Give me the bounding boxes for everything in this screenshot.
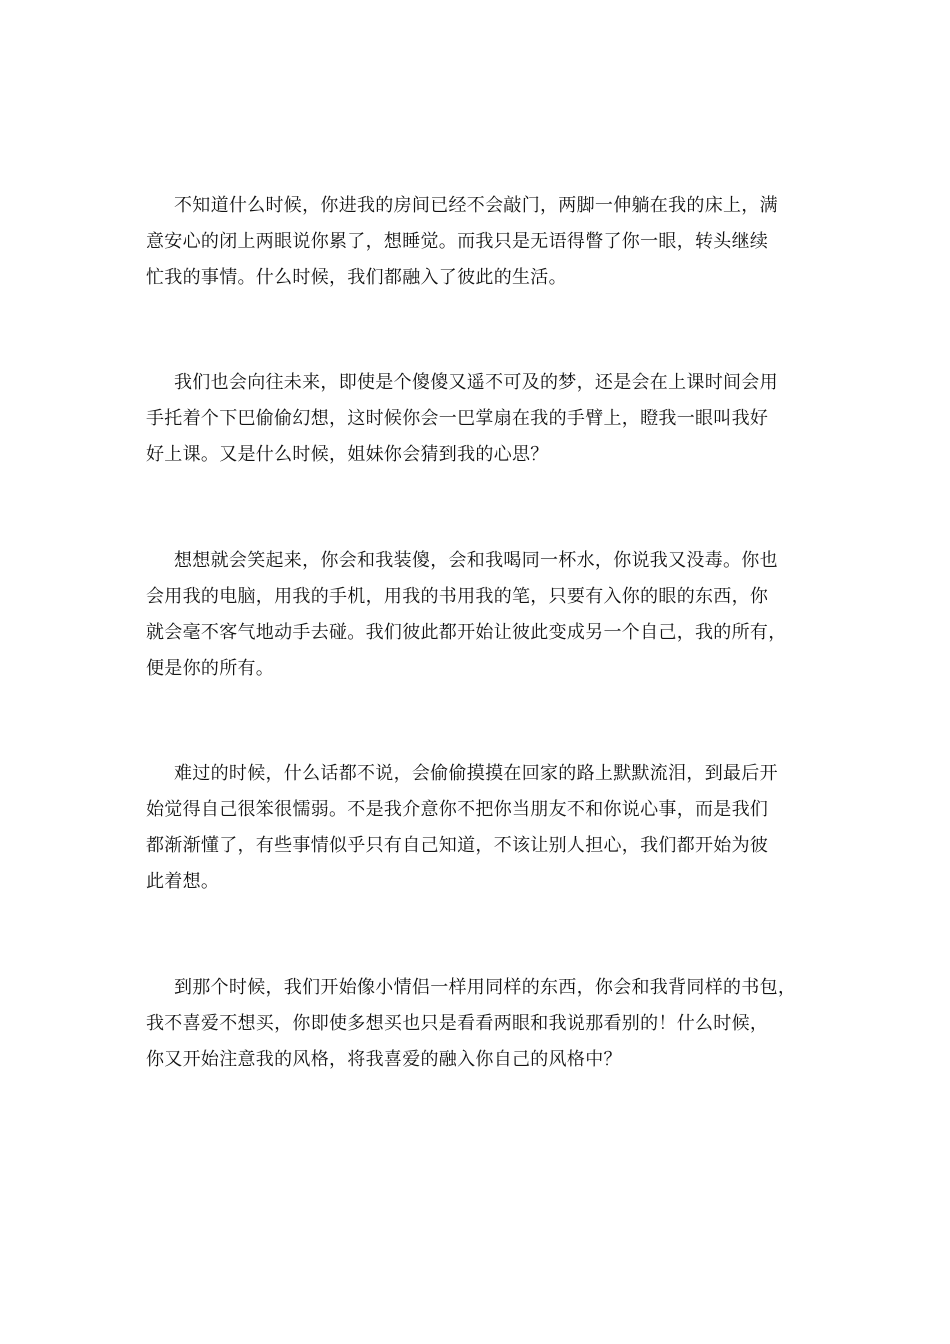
paragraph-line: 你又开始注意我的风格，将我喜爱的融入你自己的风格中？: [146, 1049, 622, 1070]
paragraph-4: [146, 756, 816, 900]
paragraph-line: 想想就会笑起来，你会和我装傻，会和我喝同一杯水，你说我又没毒。你也: [174, 550, 778, 571]
paragraph-line: 会用我的电脑，用我的手机，用我的书用我的笔，只要有入你的眼的东西，你: [146, 586, 769, 607]
paragraph-line: 意安心的闭上两眼说你累了，想睡觉。而我只是无语得瞥了你一眼，转头继续: [146, 231, 769, 252]
paragraph-line: 到那个时候，我们开始像小情侣一样用同样的东西，你会和我背同样的书包，: [174, 977, 797, 998]
paragraph-line: 我不喜爱不想买，你即使多想买也只是看看两眼和我说那看别的！什么时候，: [146, 1013, 769, 1034]
paragraph-line: 忙我的事情。什么时候，我们都融入了彼此的生活。: [146, 267, 567, 288]
paragraph-line: 不知道什么时候，你进我的房间已经不会敲门，两脚一伸躺在我的床上，满: [174, 195, 778, 216]
paragraph-line: 始觉得自己很笨很懦弱。不是我介意你不把你当朋友不和你说心事，而是我们: [146, 799, 769, 820]
paragraph-line: 都渐渐懂了，有些事情似乎只有自己知道，不该让别人担心，我们都开始为彼: [146, 835, 769, 856]
paragraph-line: 手托着个下巴偷偷幻想，这时候你会一巴掌扇在我的手臂上，瞪我一眼叫我好: [146, 408, 769, 429]
paragraph-line: 此着想。: [146, 871, 220, 892]
paragraph-line: 难过的时候，什么话都不说，会偷偷摸摸在回家的路上默默流泪，到最后开: [174, 763, 778, 784]
paragraph-3: [146, 543, 816, 687]
paragraph-5: [146, 970, 816, 1078]
paragraph-line: 便是你的所有。: [146, 658, 275, 679]
paragraph-line: 好上课。又是什么时候，姐妹你会猜到我的心思？: [146, 444, 549, 465]
paragraph-2: [146, 365, 816, 473]
paragraph-line: 就会毫不客气地动手去碰。我们彼此都开始让彼此变成另一个自己，我的所有，: [146, 622, 787, 643]
paragraph-1: [146, 188, 816, 296]
paragraph-line: 我们也会向往未来，即使是个傻傻又遥不可及的梦，还是会在上课时间会用: [174, 372, 778, 393]
